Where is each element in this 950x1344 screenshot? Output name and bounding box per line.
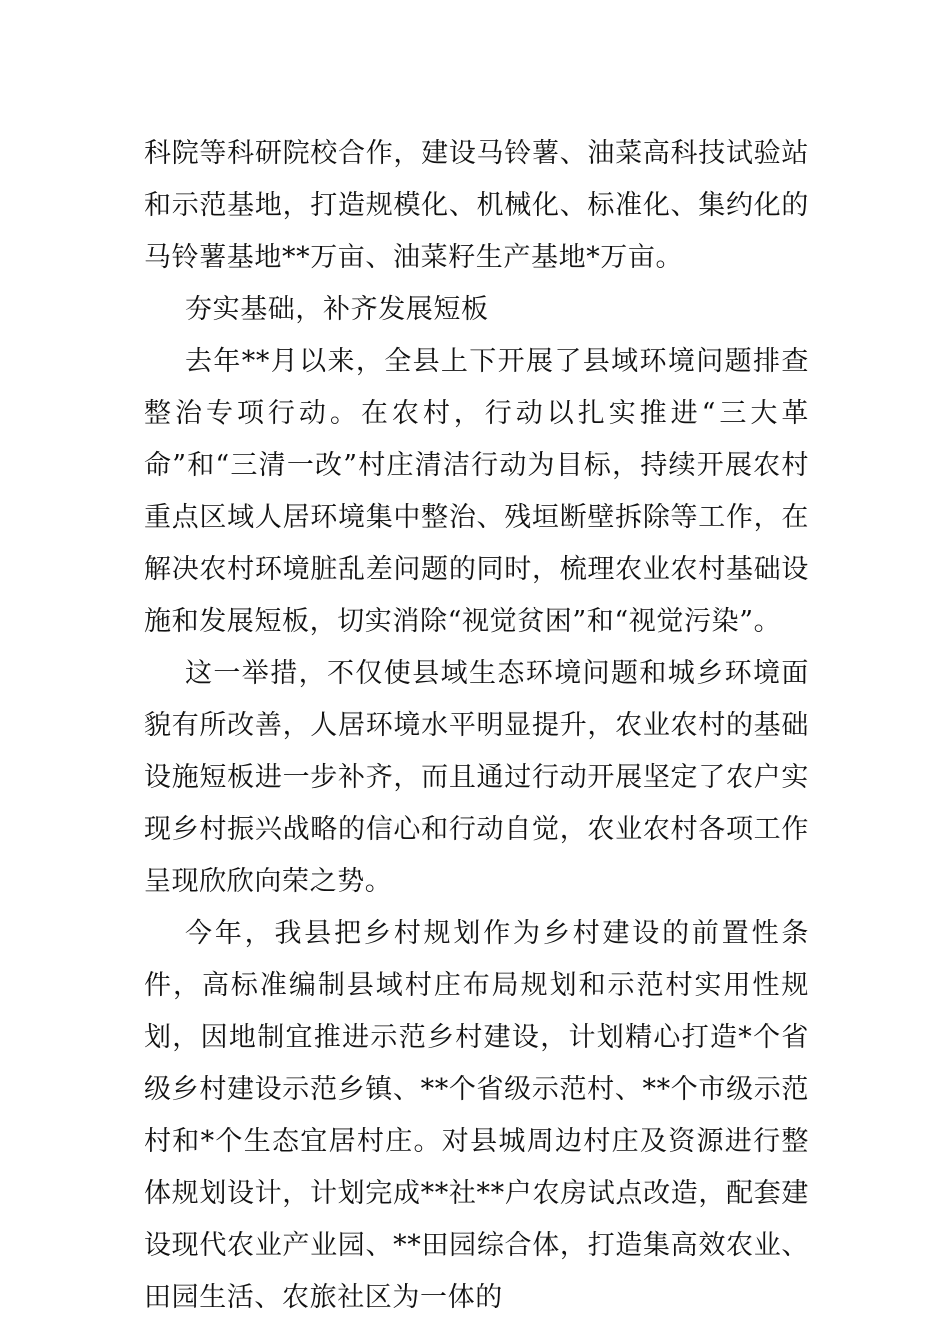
paragraph: 去年**月以来，全县上下开展了县域环境问题排查整治专项行动。在农村，行动以扎实推进“三大革命”和“三清一改”村庄清洁行动为目标，持续开展农村重点区域人居环境集中整治、残垣断壁拆除等工作，在解决农村环境脏乱差问题的同时，梳理农业农村基础设施和发展短板，切实消除“视觉贫困”和“视觉污染”。 bbox=[144, 346, 809, 637]
section-heading: 夯实基础，补齐发展短板 bbox=[185, 294, 489, 325]
paragraph: 这一举措，不仅使县域生态环境问题和城乡环境面貌有所改善，人居环境水平明显提升，农业农村的基础设施短板进一步补齐，而且通过行动开展坚定了农户实现乡村振兴战略的信心和行动自觉，农业农村各项工作呈现欣欣向荣之势。 bbox=[144, 658, 809, 897]
body-text bbox=[144, 128, 809, 1324]
paragraph-continued: 科院等科研院校合作，建设马铃薯、油菜高科技试验站和示范基地，打造规模化、机械化、标准化、集约化的马铃薯基地**万亩、油菜籽生产基地*万亩。 bbox=[144, 138, 809, 273]
paragraph: 今年，我县把乡村规划作为乡村建设的前置性条件，高标准编制县域村庄布局规划和示范村实用性规划，因地制宜推进示范乡村建设，计划精心打造*个省级乡村建设示范乡镇、**个省级示范村、**个市级示范村和*个生态宜居村庄。对县城周边村庄及资源进行整体规划设计，计划完成**社**户农房试点改造，配套建设现代农业产业园、**田园综合体，打造集高效农业、田园生活、农旅社区为一体的 bbox=[144, 918, 809, 1313]
